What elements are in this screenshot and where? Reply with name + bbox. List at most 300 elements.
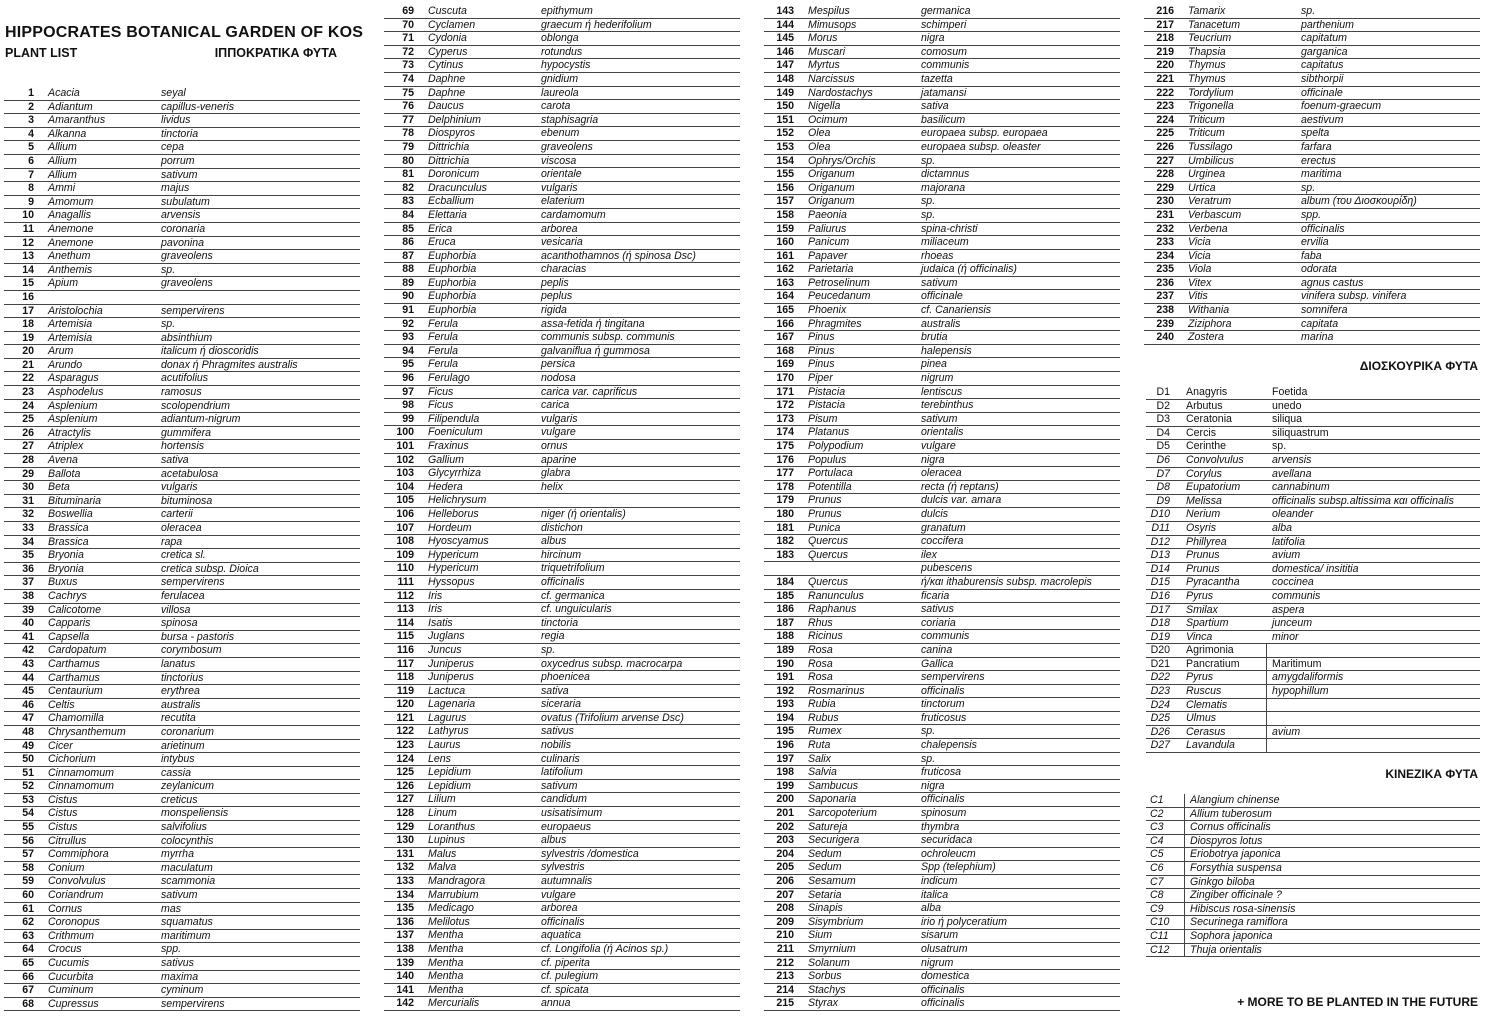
plant-number: 41	[22, 630, 34, 643]
chinese-divider	[1184, 903, 1185, 916]
plant-species: farfara	[1301, 140, 1332, 153]
plant-row	[384, 997, 740, 1011]
plant-genus: Veratrum	[1188, 195, 1232, 208]
plant-genus: Daucus	[428, 100, 464, 113]
plant-genus: Capsella	[48, 630, 90, 643]
plant-row	[764, 861, 1120, 875]
plant-species: galvaniflua ή gummosa	[541, 344, 650, 357]
plant-species: lentiscus	[921, 385, 963, 398]
plant-row	[384, 32, 740, 46]
plant-number: 97	[402, 385, 414, 398]
plant-row	[4, 305, 360, 319]
dioscorides-code: D5	[1156, 440, 1170, 453]
plant-species: dulcis	[921, 507, 949, 520]
plant-row	[764, 617, 1120, 631]
plant-genus: Isatis	[428, 616, 453, 629]
plant-species: officinalis	[921, 997, 965, 1010]
dioscorides-row	[1146, 617, 1480, 631]
dioscorides-species: avium	[1272, 725, 1301, 738]
plant-number: 126	[396, 779, 414, 792]
plant-genus: Cistus	[48, 793, 78, 806]
plant-number: 140	[396, 970, 414, 983]
plant-species: sylvestris /domestica	[541, 847, 639, 860]
plant-species: carica	[541, 399, 570, 412]
plant-number: 120	[396, 698, 414, 711]
plant-row	[4, 141, 360, 155]
plant-row	[4, 209, 360, 223]
plant-species: myrrha	[161, 848, 194, 861]
plant-species: gnidium	[541, 72, 579, 85]
plant-row	[4, 984, 360, 998]
plant-row	[4, 114, 360, 128]
plant-species: album (του Διοσκουρίδη)	[1301, 195, 1417, 208]
plant-species: fruticosa	[921, 766, 962, 779]
plant-number: 129	[396, 820, 414, 833]
plant-species: vulgaris	[541, 181, 578, 194]
plant-number: 151	[776, 113, 794, 126]
plant-species: cf. unguicularis	[541, 603, 612, 616]
plant-species: ή/και ithaburensis subsp. macrolepis	[921, 575, 1092, 588]
chinese-name: Thuja orientalis	[1190, 943, 1262, 956]
plant-number: 105	[396, 494, 414, 507]
dioscorides-code: D7	[1156, 467, 1170, 480]
plant-genus: Salix	[808, 752, 831, 765]
plant-row	[764, 671, 1120, 685]
plant-species: majus	[161, 182, 190, 195]
plant-number: 203	[776, 834, 794, 847]
plant-species: acanthothamnos (ή spinosa Dsc)	[541, 249, 696, 262]
plant-number: 197	[776, 752, 794, 765]
plant-number: 188	[776, 630, 794, 643]
plant-number: 67	[22, 984, 34, 997]
plant-number: 24	[22, 399, 34, 412]
plant-number: 153	[776, 140, 794, 153]
plant-genus: Vitex	[1188, 276, 1212, 289]
plant-number: 28	[22, 454, 34, 467]
plant-row	[384, 318, 740, 332]
plant-number: 138	[396, 942, 414, 955]
plant-row	[764, 943, 1120, 957]
plant-row	[4, 821, 360, 835]
plant-genus: Prunus	[808, 507, 842, 520]
plant-species: pinea	[921, 358, 947, 371]
plant-species: albus	[541, 535, 567, 548]
dioscorides-species: avellana	[1272, 467, 1312, 480]
plant-species: spp.	[161, 943, 182, 956]
plant-species: erythrea	[161, 685, 200, 698]
plant-species: sativa	[541, 684, 569, 697]
plant-genus: Teucrium	[1188, 32, 1232, 45]
plant-number: 131	[396, 847, 414, 860]
plant-species: coronaria	[161, 222, 206, 235]
plant-row	[4, 889, 360, 903]
plant-row	[4, 427, 360, 441]
plant-number: 161	[776, 249, 794, 262]
plant-species: spina-christi	[921, 222, 978, 235]
plant-genus: Vicia	[1188, 236, 1211, 249]
plant-row	[1144, 277, 1480, 291]
plant-row	[1144, 195, 1480, 209]
dioscorides-code: D23	[1150, 685, 1170, 698]
plant-number: 8	[28, 182, 34, 195]
plant-genus: Lilium	[428, 793, 456, 806]
plant-row	[4, 604, 360, 618]
dioscorides-genus: Agrimonia	[1186, 644, 1234, 657]
plant-genus: Rubia	[808, 698, 836, 711]
plant-row	[384, 304, 740, 318]
dioscorides-code: D22	[1150, 671, 1170, 684]
plant-number: 229	[1156, 181, 1174, 194]
plant-row	[384, 5, 740, 19]
plant-genus: Loranthus	[428, 820, 476, 833]
plant-row	[764, 902, 1120, 916]
plant-number: 217	[1156, 18, 1174, 31]
plant-genus: Allium	[48, 168, 77, 181]
plant-species: sativum	[541, 779, 578, 792]
plant-species: vulgare	[921, 440, 956, 452]
plant-genus: Hordeum	[428, 521, 472, 534]
plant-number: 112	[396, 589, 414, 602]
chinese-row	[1146, 916, 1480, 930]
plant-number: 193	[776, 698, 794, 711]
plant-number: 17	[22, 304, 34, 317]
plant-species: vulgare	[541, 426, 576, 439]
plant-number: 121	[396, 711, 414, 724]
plant-row	[4, 807, 360, 821]
plant-row	[384, 902, 740, 916]
plant-row	[384, 698, 740, 712]
plant-number: 103	[396, 467, 414, 480]
plant-row	[764, 277, 1120, 291]
plant-row	[1144, 304, 1480, 318]
plant-number: 53	[22, 793, 34, 806]
plant-number: 154	[776, 154, 794, 167]
plant-species: albus	[541, 834, 567, 847]
plant-genus: Asphodelus	[48, 386, 104, 399]
plant-number: 223	[1156, 100, 1174, 113]
plant-genus: Hyoscyamus	[428, 535, 489, 548]
plant-row	[4, 875, 360, 889]
plant-number: 143	[776, 5, 794, 17]
plant-number: 57	[22, 848, 34, 861]
plant-genus: Hypericum	[428, 562, 479, 575]
plant-species: sempervirens	[921, 671, 985, 684]
plant-row	[4, 957, 360, 971]
plant-row	[4, 848, 360, 862]
plant-row	[1144, 73, 1480, 87]
plant-number: 5	[28, 141, 34, 154]
chinese-row	[1146, 862, 1480, 876]
plant-row	[384, 358, 740, 372]
plant-number: 235	[1156, 263, 1174, 276]
plant-species: absinthium	[161, 331, 213, 344]
plant-species: arborea	[541, 902, 578, 915]
plant-species: majorana	[921, 181, 966, 194]
plant-species: carota	[541, 100, 571, 113]
plant-genus: Mercurialis	[428, 997, 480, 1010]
plant-genus: Ferula	[428, 358, 459, 371]
plant-species: oblonga	[541, 32, 579, 45]
plant-species: graveolens	[161, 277, 213, 290]
plant-species: marina	[1301, 331, 1334, 344]
plant-number: 178	[776, 480, 794, 493]
plant-row	[384, 19, 740, 33]
plant-number: 16	[22, 290, 34, 303]
plant-genus: Juniperus	[428, 671, 474, 684]
plant-genus: Verbascum	[1188, 208, 1242, 221]
plant-species: officinalis	[921, 684, 965, 697]
plant-number: 69	[402, 5, 414, 17]
plant-genus: Lupinus	[428, 834, 466, 847]
plant-row	[1144, 331, 1480, 345]
plant-species: communis subsp. communis	[541, 331, 675, 344]
plant-genus: Lagenaria	[428, 698, 476, 711]
plant-row	[384, 508, 740, 522]
plant-row	[384, 331, 740, 345]
plant-row	[1144, 263, 1480, 277]
plant-number: 132	[396, 861, 414, 874]
plant-genus: Avena	[48, 454, 78, 467]
dioscorides-species: arvensis	[1272, 453, 1312, 466]
plant-genus: Ferula	[428, 317, 459, 330]
plant-genus: Iris	[428, 589, 443, 602]
plant-species: ferulacea	[161, 589, 205, 602]
dioscorides-code: D4	[1156, 426, 1170, 439]
plant-number: 39	[22, 603, 34, 616]
plant-genus: Olea	[808, 140, 831, 153]
plant-number: 74	[402, 72, 414, 85]
plant-row	[764, 494, 1120, 508]
plant-row	[384, 236, 740, 250]
plant-species: characias	[541, 263, 587, 276]
plant-number: 95	[402, 358, 414, 371]
plant-row	[384, 209, 740, 223]
plant-number: 181	[776, 521, 794, 534]
plant-species: sp.	[921, 208, 936, 221]
plant-genus: Brassica	[48, 522, 89, 534]
plant-row	[4, 780, 360, 794]
dioscorides-species: siliqua	[1272, 413, 1303, 426]
plant-row	[4, 740, 360, 754]
plant-row	[4, 631, 360, 645]
plant-number: 31	[22, 494, 34, 507]
plant-species: nobilis	[541, 739, 572, 752]
plant-species: nodosa	[541, 372, 576, 385]
plant-genus: Lagurus	[428, 711, 467, 724]
plant-number: 12	[22, 236, 34, 249]
plant-genus: Ziziphora	[1188, 317, 1232, 330]
plant-row	[764, 984, 1120, 998]
plant-species: spp.	[1301, 208, 1322, 221]
plant-species: viscosa	[541, 154, 577, 167]
plant-number: 165	[776, 304, 794, 317]
plant-species: sativum	[161, 889, 198, 902]
subtitle-plant-list: PLANT LIST	[5, 46, 78, 60]
plant-genus: Mentha	[428, 929, 464, 942]
plant-species: foenum-graecum	[1301, 100, 1382, 113]
plant-number: 36	[22, 562, 34, 575]
plant-species: aestivum	[1301, 113, 1344, 126]
plant-genus: Gallium	[428, 453, 464, 466]
plant-row	[764, 522, 1120, 536]
plant-number: 172	[776, 399, 794, 412]
plant-row	[4, 563, 360, 577]
plant-genus: Rubus	[808, 711, 839, 724]
plant-species: sp.	[1301, 5, 1316, 17]
plant-genus: Securigera	[808, 834, 860, 847]
plant-number: 81	[402, 168, 414, 181]
plant-genus: Ferula	[428, 331, 459, 344]
chinese-divider	[1184, 808, 1185, 821]
plant-genus: Cinnamomum	[48, 780, 114, 793]
plant-species: sibthorpii	[1301, 72, 1344, 85]
plant-number: 70	[402, 18, 414, 31]
plant-species: niger (ή orientalis)	[541, 507, 626, 520]
plant-number: 226	[1156, 140, 1174, 153]
chinese-row	[1146, 794, 1480, 808]
plant-genus: Cachrys	[48, 589, 87, 602]
dioscorides-divider	[1266, 685, 1267, 698]
plant-row	[764, 250, 1120, 264]
dioscorides-row	[1146, 549, 1480, 563]
plant-row	[384, 929, 740, 943]
plant-number: 25	[22, 413, 34, 426]
plant-species: staphisagria	[541, 113, 599, 126]
plant-species: recta (ή reptans)	[921, 480, 999, 493]
plant-genus: Daphne	[428, 72, 466, 85]
dioscorides-row	[1146, 739, 1480, 753]
plant-species: thymbra	[921, 820, 960, 833]
plant-genus: Populus	[808, 453, 847, 466]
plant-genus: Lactuca	[428, 684, 466, 697]
dioscorides-code: D16	[1150, 589, 1170, 602]
plant-species: ovatus (Trifolium arvense Dsc)	[541, 711, 684, 724]
plant-species: coronarium	[161, 725, 214, 738]
plant-species: faba	[1301, 249, 1322, 262]
plant-species: comosum	[921, 45, 967, 58]
plant-number: 10	[22, 209, 34, 222]
dioscorides-row	[1146, 671, 1480, 685]
plant-number: 195	[776, 725, 794, 738]
plant-number: 145	[776, 32, 794, 45]
plant-row	[764, 372, 1120, 386]
plant-genus: Rhus	[808, 616, 833, 629]
plant-genus: Phragmites	[808, 317, 862, 330]
plant-genus: Ranunculus	[808, 589, 864, 602]
plant-genus: Arundo	[48, 358, 83, 371]
plant-row	[764, 957, 1120, 971]
plant-row	[764, 821, 1120, 835]
plant-genus: Euphorbia	[428, 290, 477, 303]
dioscorides-genus: Pancratium	[1186, 657, 1240, 670]
plant-number: 86	[402, 236, 414, 249]
plant-row	[384, 345, 740, 359]
plant-species: sativum	[161, 168, 198, 181]
plant-row	[4, 794, 360, 808]
plant-species: schimperi	[921, 18, 967, 31]
plant-number: 14	[22, 263, 34, 276]
plant-genus: Saponaria	[808, 793, 857, 806]
plant-genus: Crocus	[48, 943, 82, 956]
plant-genus: Cupressus	[48, 997, 99, 1010]
plant-species: hortensis	[161, 440, 204, 453]
plant-species: spinosa	[161, 617, 198, 630]
plant-row	[384, 454, 740, 468]
plant-number: 27	[22, 440, 34, 453]
plant-genus: Arum	[48, 345, 74, 358]
plant-number: 183	[776, 548, 794, 561]
plant-row	[4, 237, 360, 251]
plant-number: 239	[1156, 317, 1174, 330]
plant-row	[384, 957, 740, 971]
plant-genus: Triticum	[1188, 127, 1225, 140]
plant-number: 134	[396, 888, 414, 901]
dioscorides-species: Foetida	[1272, 386, 1308, 398]
plant-number: 231	[1156, 208, 1174, 221]
plant-row	[1144, 46, 1480, 60]
plant-species: sp.	[161, 263, 176, 276]
plant-genus: Platanus	[808, 426, 850, 439]
plant-species: terebinthus	[921, 399, 974, 412]
dioscorides-genus: Convolvulus	[1186, 453, 1244, 466]
plant-number: 65	[22, 957, 34, 969]
dioscorides-code: D6	[1156, 453, 1170, 466]
dioscorides-genus: Pyrus	[1186, 589, 1214, 602]
plant-number: 29	[22, 467, 34, 480]
dioscorides-row	[1146, 712, 1480, 726]
chinese-row	[1146, 876, 1480, 890]
plant-species: regia	[541, 630, 565, 643]
plant-genus: Petroselinum	[808, 276, 870, 289]
plant-species: sp.	[921, 725, 936, 738]
plant-genus: Capparis	[48, 617, 91, 630]
plant-genus: Aristolochia	[48, 304, 103, 317]
plant-species: dulcis var. amara	[921, 494, 1002, 507]
chinese-row	[1146, 944, 1480, 958]
plant-row	[764, 19, 1120, 33]
plant-genus: Bituminaria	[48, 494, 101, 507]
plant-row	[384, 73, 740, 87]
dioscorides-row	[1146, 413, 1480, 427]
dioscorides-divider	[1266, 712, 1267, 725]
plant-number: 9	[28, 195, 34, 208]
plant-row	[4, 916, 360, 930]
plant-row	[764, 576, 1120, 590]
plant-species: somnifera	[1301, 304, 1348, 317]
plant-row	[1144, 209, 1480, 223]
plant-number: 123	[396, 739, 414, 752]
plant-row	[384, 426, 740, 440]
plant-species: indicum	[921, 875, 958, 887]
plant-species: judaica (ή officinalis)	[921, 263, 1017, 276]
plant-row	[764, 997, 1120, 1011]
plant-row	[1144, 87, 1480, 101]
plant-row	[4, 672, 360, 686]
dioscorides-species: junceum	[1272, 617, 1313, 630]
plant-row	[1144, 19, 1480, 33]
plant-row	[764, 5, 1120, 19]
plant-number: 185	[776, 589, 794, 602]
dioscorides-row	[1146, 508, 1480, 522]
plant-row	[764, 467, 1120, 481]
plant-species: aparine	[541, 453, 577, 466]
plant-species: sp.	[921, 752, 936, 765]
plant-species: latifolium	[541, 766, 583, 779]
dioscorides-divider	[1266, 658, 1267, 671]
plant-number: 47	[22, 712, 34, 725]
plant-genus: Anagallis	[48, 209, 91, 222]
plant-number: 46	[22, 698, 34, 711]
